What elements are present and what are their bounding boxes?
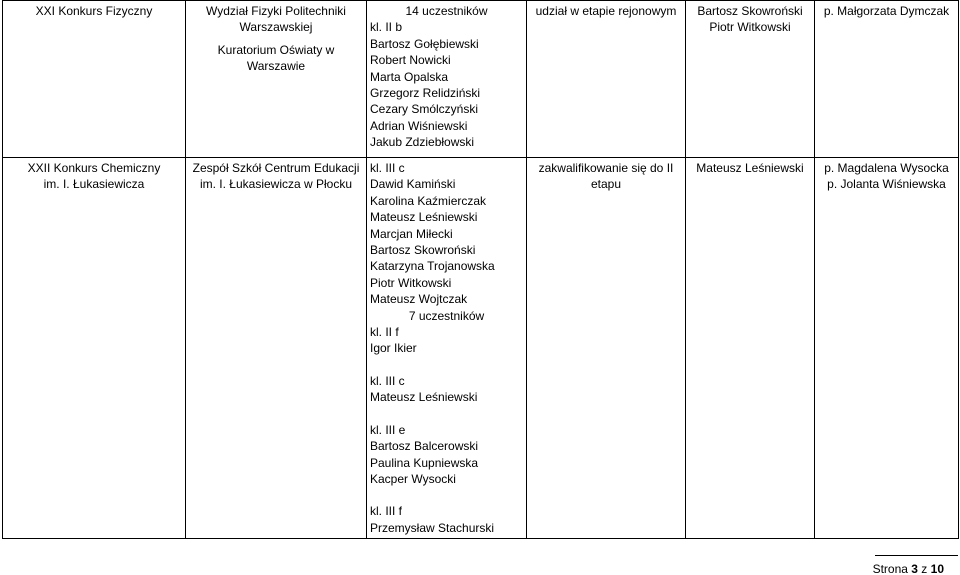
participant-name: Grzegorz Relidziński (370, 86, 481, 101)
competition-cell (3, 1, 186, 158)
organizer-line: Zespół Szkół Centrum Edukacji (192, 161, 360, 175)
qualified-name: Piotr Witkowski (709, 20, 791, 35)
qualified-cell (686, 1, 815, 158)
participant-name: Karolina Kaźmierczak (370, 193, 487, 208)
competition-name: XXI Konkurs Fizyczny (35, 4, 153, 18)
organizer-cell (186, 1, 367, 158)
teacher-name: p. Małgorzata Dymczak (823, 4, 950, 18)
result-cell (527, 158, 686, 539)
table-row (3, 158, 959, 539)
page-total: 10 (930, 562, 944, 575)
class-label: kl. III c (370, 373, 405, 388)
participant-name: Adrian Wiśniewski (370, 118, 468, 133)
class-label: kl. III c (370, 161, 405, 175)
organizer-cell (186, 158, 367, 539)
class-label: kl. III e (370, 422, 406, 437)
teacher-name: p. Jolanta Wiśniewska (827, 177, 946, 192)
participant-name: Bartosz Gołębiewski (370, 36, 479, 51)
participant-name: Przemysław Stachurski (370, 520, 495, 535)
participants-count: 14 uczestników (405, 4, 488, 18)
teacher-cell (815, 1, 959, 158)
qualified-cell (686, 158, 815, 539)
participant-name: Igor Ikier (370, 341, 417, 356)
class-label: kl. II f (370, 325, 399, 340)
organizer-line: Kuratorium Oświaty w Warszawie (217, 42, 335, 74)
table-row (3, 1, 959, 158)
participant-name: Dawid Kamiński (370, 177, 456, 192)
teacher-name: p. Magdalena Wysocka (824, 161, 949, 175)
participant-name: Mateusz Leśniewski (370, 210, 478, 225)
results-table (2, 0, 959, 539)
page-number: 3 (911, 562, 918, 575)
qualified-name: Mateusz Leśniewski (696, 161, 804, 175)
participants-cell (367, 1, 527, 158)
result-text: zakwalifikowanie się do II etapu (538, 161, 674, 192)
competition-name: XXII Konkurs Chemiczny (27, 161, 161, 175)
result-cell (527, 1, 686, 158)
participant-name: Bartosz Balcerowski (370, 439, 479, 454)
competition-cell (3, 158, 186, 539)
page-prefix: Strona (872, 562, 912, 575)
participant-name: Robert Nowicki (370, 53, 451, 68)
participant-name: Mateusz Wojtczak (370, 292, 468, 307)
participant-name: Kacper Wysocki (370, 471, 456, 486)
page-footer (873, 562, 944, 575)
qualified-name: Bartosz Skowroński (697, 4, 803, 18)
participants-count: 7 uczestników (408, 308, 485, 323)
participant-name: Paulina Kupniewska (370, 455, 479, 470)
participant-name: Marcjan Miłecki (370, 226, 453, 241)
participant-name: Cezary Smólczyński (370, 102, 479, 117)
organizer-line: im. I. Łukasiewicza w Płocku (199, 177, 353, 192)
participant-name: Katarzyna Trojanowska (370, 259, 495, 274)
participant-name: Bartosz Skowroński (370, 243, 476, 258)
participant-name: Marta Opalska (370, 69, 449, 84)
participant-name: Piotr Witkowski (370, 275, 452, 290)
footer-divider (875, 555, 958, 556)
result-text: udział w etapie rejonowym (535, 4, 677, 18)
participants-cell (367, 158, 527, 539)
competition-name: im. I. Łukasiewicza (43, 177, 145, 192)
teacher-cell (815, 158, 959, 539)
class-label: kl. III f (370, 504, 403, 519)
participant-name: Mateusz Leśniewski (370, 390, 478, 405)
participant-name: Jakub Zdziebłowski (370, 135, 475, 150)
page-middle: z (917, 562, 931, 575)
organizer-line: Wydział Fizyki Politechniki Warszawskiej (206, 4, 346, 35)
class-label: kl. II b (370, 20, 403, 35)
